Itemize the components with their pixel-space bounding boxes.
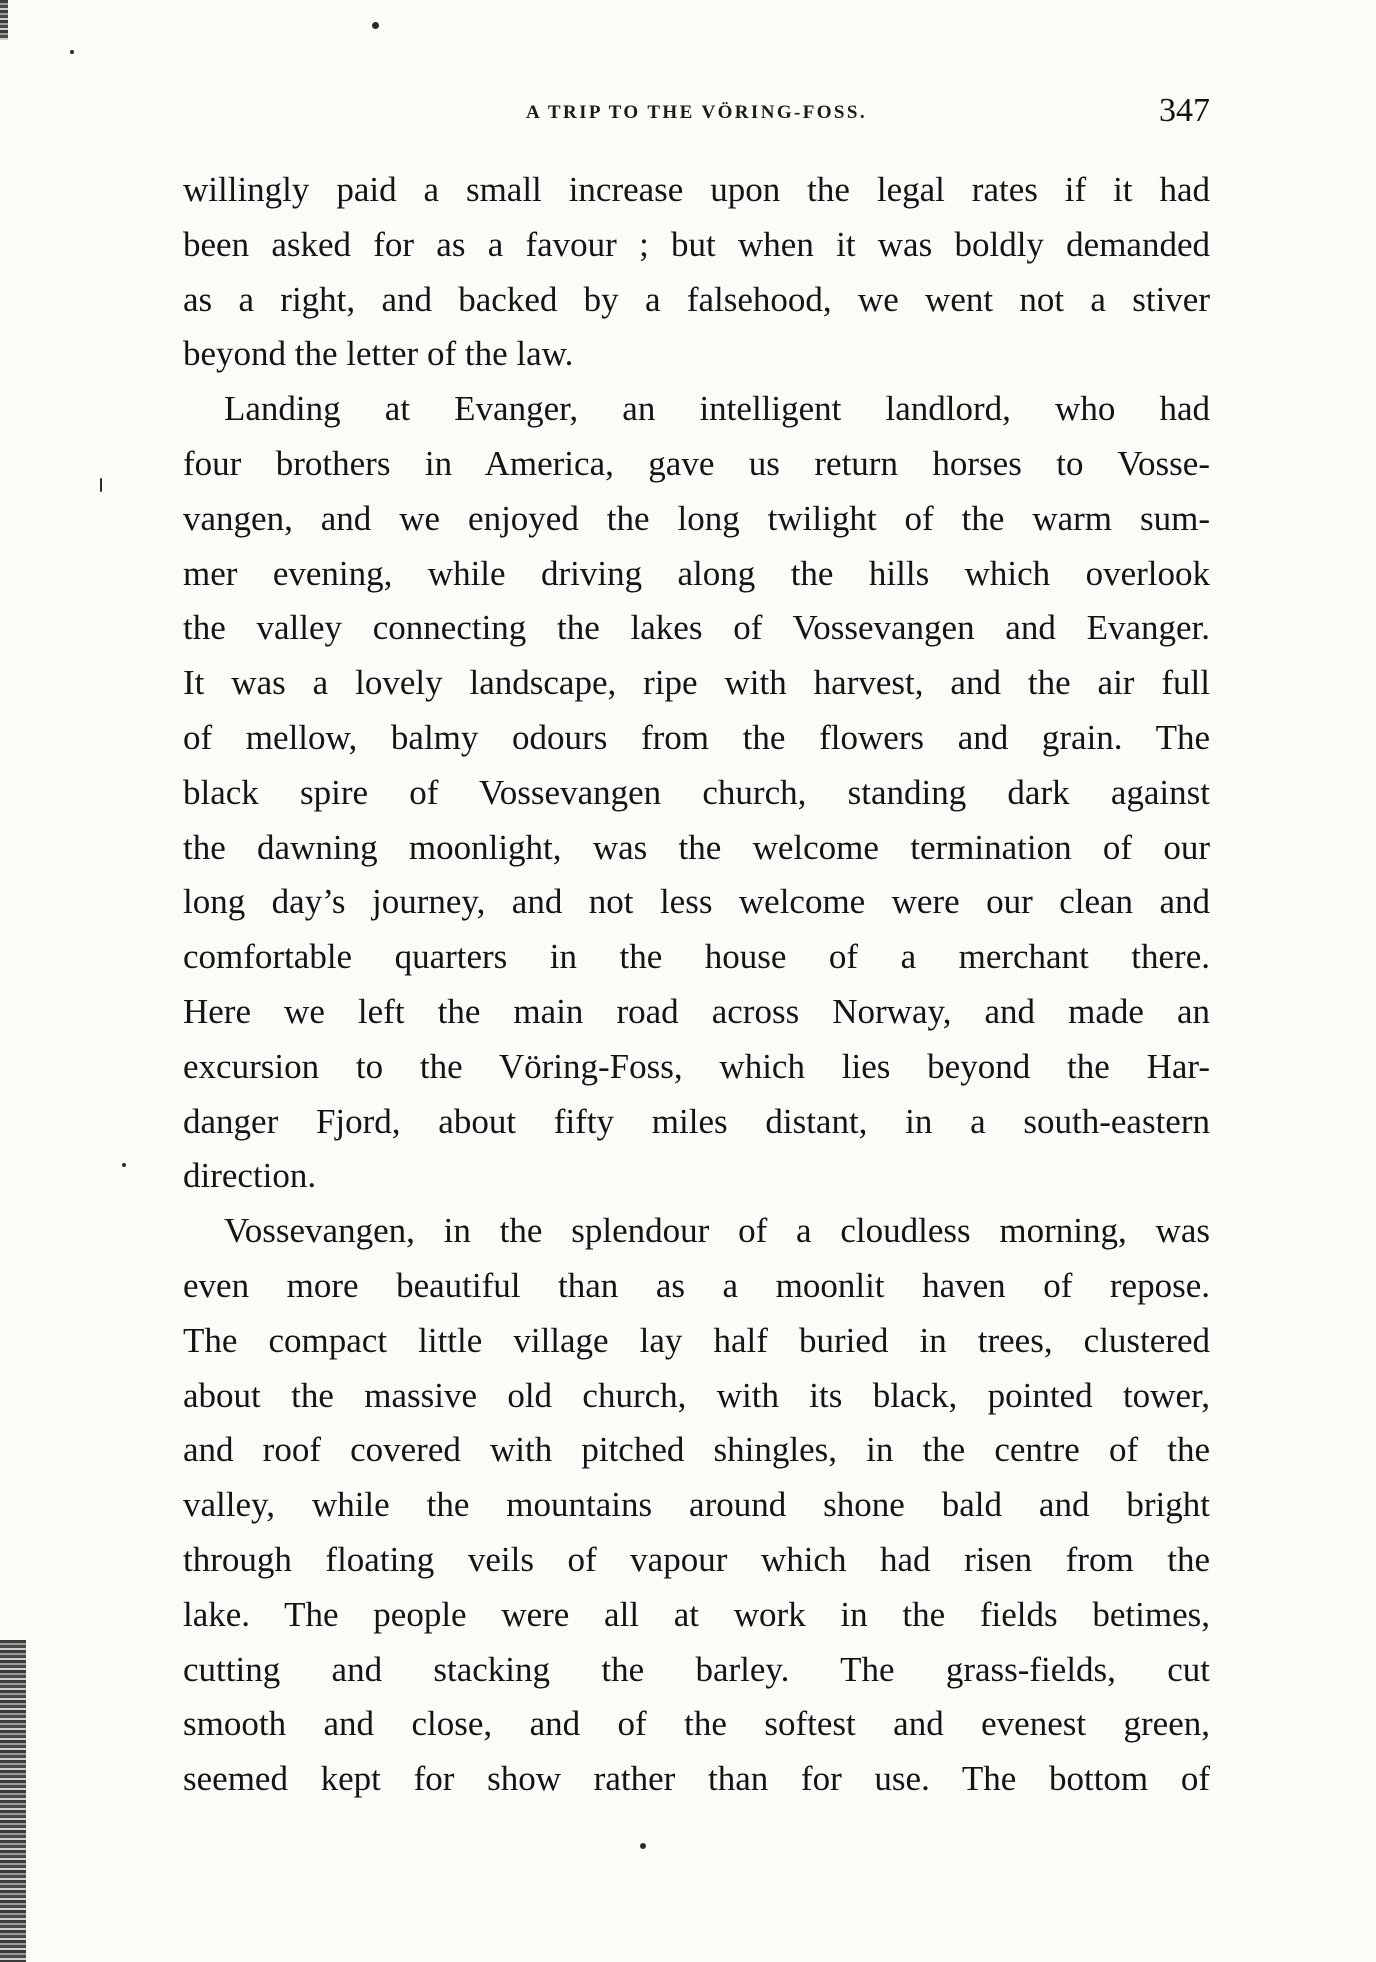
scan-edge-noise: [0, 0, 8, 40]
text-line: Landing at Evanger, an intelligent landlord, who had: [224, 389, 1210, 429]
text-line: even more beautiful than as a moonlit haven of repose.: [183, 1265, 1210, 1305]
text-line: comfortable quarters in the house of a merchant there.: [183, 937, 1210, 977]
text-line: of mellow, balmy odours from the flowers and grain. The: [183, 717, 1210, 757]
scan-speck: [372, 22, 379, 29]
text-line: black spire of Vossevangen church, standing dark against: [183, 772, 1210, 812]
text-line: and roof covered with pitched shingles, in the centre of the: [183, 1430, 1210, 1470]
text-line: It was a lovely landscape, ripe with harvest, and the air full: [183, 663, 1210, 703]
text-line: mer evening, while driving along the hills which overlook: [183, 553, 1210, 593]
scan-speck: [100, 478, 102, 492]
paragraph-1: [183, 163, 1210, 382]
text-line: valley, while the mountains around shone bald and bright: [183, 1485, 1210, 1525]
text-line: excursion to the Vöring-Foss, which lies beyond the Har-: [183, 1046, 1210, 1086]
text-line: long day’s journey, and not less welcome were our clean and: [183, 882, 1210, 922]
text-line: smooth and close, and of the softest and evenest green,: [183, 1704, 1210, 1744]
text-line: direction.: [183, 1156, 317, 1196]
text-line: lake. The people were all at work in the fields betimes,: [183, 1594, 1210, 1634]
text-line: Vossevangen, in the splendour of a cloudless morning, was: [224, 1211, 1210, 1251]
text-line: willingly paid a small increase upon the legal rates if it had: [183, 170, 1210, 209]
paragraph-2: [183, 382, 1210, 1204]
scan-edge-noise: [0, 1640, 26, 1962]
text-line: seemed kept for show rather than for use. The bottom of: [183, 1759, 1210, 1799]
text-line: vangen, and we enjoyed the long twilight of the warm sum-: [183, 498, 1210, 538]
text-line: The compact little village lay half buried in trees, clustered: [183, 1320, 1210, 1360]
text-line: the valley connecting the lakes of Vossevangen and Evanger.: [183, 608, 1210, 648]
page-header: [183, 92, 1210, 132]
scan-speck: [70, 50, 74, 54]
scan-speck: [640, 1843, 646, 1849]
text-line: through floating veils of vapour which had risen from the: [183, 1539, 1210, 1579]
text-line: been asked for as a favour ; but when it was boldly demanded: [183, 224, 1210, 264]
text-line: Here we left the main road across Norway, and made an: [183, 991, 1210, 1031]
scan-speck: [122, 1163, 126, 1167]
text-line: beyond the letter of the law.: [183, 334, 574, 374]
text-line: about the massive old church, with its black, pointed tower,: [183, 1375, 1210, 1415]
text-line: four brothers in America, gave us return horses to Vosse-: [183, 443, 1210, 483]
text-line: the dawning moonlight, was the welcome termination of our: [183, 827, 1210, 867]
paragraph-3: [183, 1204, 1210, 1807]
text-line: danger Fjord, about fifty miles distant, in a south-eastern: [183, 1101, 1210, 1141]
text-line: cutting and stacking the barley. The grass-fields, cut: [183, 1649, 1210, 1689]
running-title: A TRIP TO THE VÖRING-FOSS.: [526, 102, 867, 123]
page-number: 347: [1159, 92, 1210, 129]
body-text: [183, 163, 1210, 1807]
text-line: as a right, and backed by a falsehood, we went not a stiver: [183, 279, 1210, 319]
